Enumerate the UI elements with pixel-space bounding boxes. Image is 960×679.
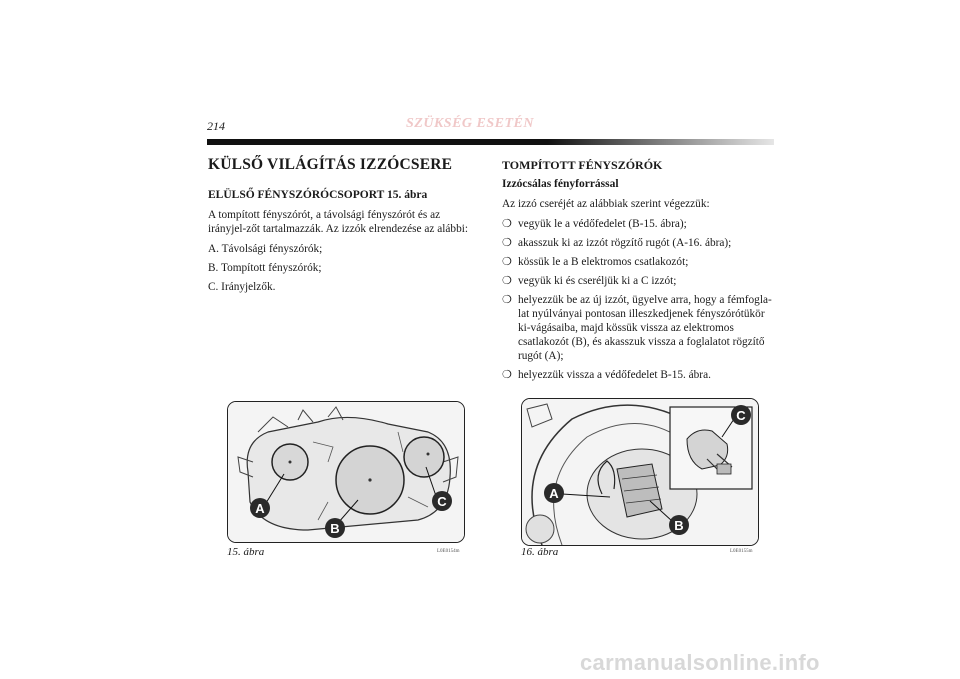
- list-item: A. Távolsági fényszórók;: [208, 243, 323, 255]
- step-item: ❍ akasszuk ki az izzót rögzítő rugót (A-16. ábra);: [502, 237, 732, 249]
- intro-paragraph: A tompított fényszórót, a távolsági fényszórót és az irányjel-zőt tartalmazzák. Az izzók elrendezése az alábbi:: [208, 209, 468, 235]
- svg-text:C: C: [736, 408, 746, 423]
- header-rule: [207, 139, 774, 145]
- label-c-marker: [731, 405, 751, 425]
- figure-15-headlamp-assembly: [227, 401, 465, 543]
- list-item: C. Irányjelzők.: [208, 281, 276, 293]
- label-a-marker: [544, 483, 564, 503]
- section-title: SZÜKSÉG ESETÉN: [406, 116, 534, 131]
- figure-16-caption: 16. ábra: [521, 546, 559, 558]
- right-column: [502, 158, 776, 387]
- svg-text:B: B: [674, 518, 684, 533]
- svg-text:C: C: [437, 494, 447, 509]
- circle-bullet-icon: ❍: [502, 369, 512, 381]
- left-column: [208, 158, 480, 299]
- circle-bullet-icon: ❍: [502, 256, 512, 268]
- figure-16-code: L0E0155m: [730, 549, 753, 554]
- label-b-marker: [669, 515, 689, 535]
- subheading-bulb-type: Izzócsálas fényforrással: [502, 178, 619, 190]
- steps-list: [502, 217, 776, 382]
- headlamp-illustration: [228, 402, 464, 542]
- circle-bullet-icon: ❍: [502, 294, 512, 306]
- figure-15-caption: 15. ábra: [227, 546, 265, 558]
- label-a-marker: [250, 498, 270, 518]
- svg-text:B: B: [330, 521, 340, 536]
- svg-text:A: A: [255, 501, 265, 516]
- subheading-front-lights: ELÜLSŐ FÉNYSZÓRÓCSOPORT 15. ábra: [208, 189, 428, 201]
- svg-text:A: A: [549, 486, 559, 501]
- step-item: ❍ kössük le a B elektromos csatlakozót;: [502, 256, 689, 268]
- step-item: ❍ helyezzük vissza a védőfedelet B-15. ábra.: [502, 369, 711, 381]
- figure-15-code: L0E0154m: [437, 549, 460, 554]
- step-item: ❍ vegyük le a védőfedelet (B-15. ábra);: [502, 218, 687, 230]
- bulb-detail-illustration: [522, 399, 758, 545]
- label-b-marker: [325, 518, 345, 538]
- step-item: ❍ vegyük ki és cseréljük ki a C izzót;: [502, 275, 677, 287]
- page-number: 214: [207, 119, 225, 133]
- watermark: carmanualsonline.info: [580, 650, 820, 675]
- list-item: B. Tompított fényszórók;: [208, 262, 322, 274]
- subheading-low-beam: TOMPÍTOTT FÉNYSZÓRÓK: [502, 158, 663, 172]
- main-heading: KÜLSŐ VILÁGÍTÁS IZZÓCSERE: [208, 156, 453, 173]
- figure-16-bulb-replacement: [521, 398, 759, 546]
- circle-bullet-icon: ❍: [502, 275, 512, 287]
- label-c-marker: [432, 491, 452, 511]
- step-item: ❍ helyezzük be az új izzót, ügyelve arra, hogy a fémfogla-lat nyúlványai pontosan illeszkedjenek fényszórótükör ki-vágásaiba, majd kössük vissza az elektromos csatlakozót (B), és akasszuk vissza a foglalatot rögzítő rugót (A);: [502, 294, 772, 362]
- circle-bullet-icon: ❍: [502, 237, 512, 249]
- steps-intro: Az izzó cseréjét az alábbiak szerint végezzük:: [502, 198, 710, 210]
- circle-bullet-icon: ❍: [502, 218, 512, 230]
